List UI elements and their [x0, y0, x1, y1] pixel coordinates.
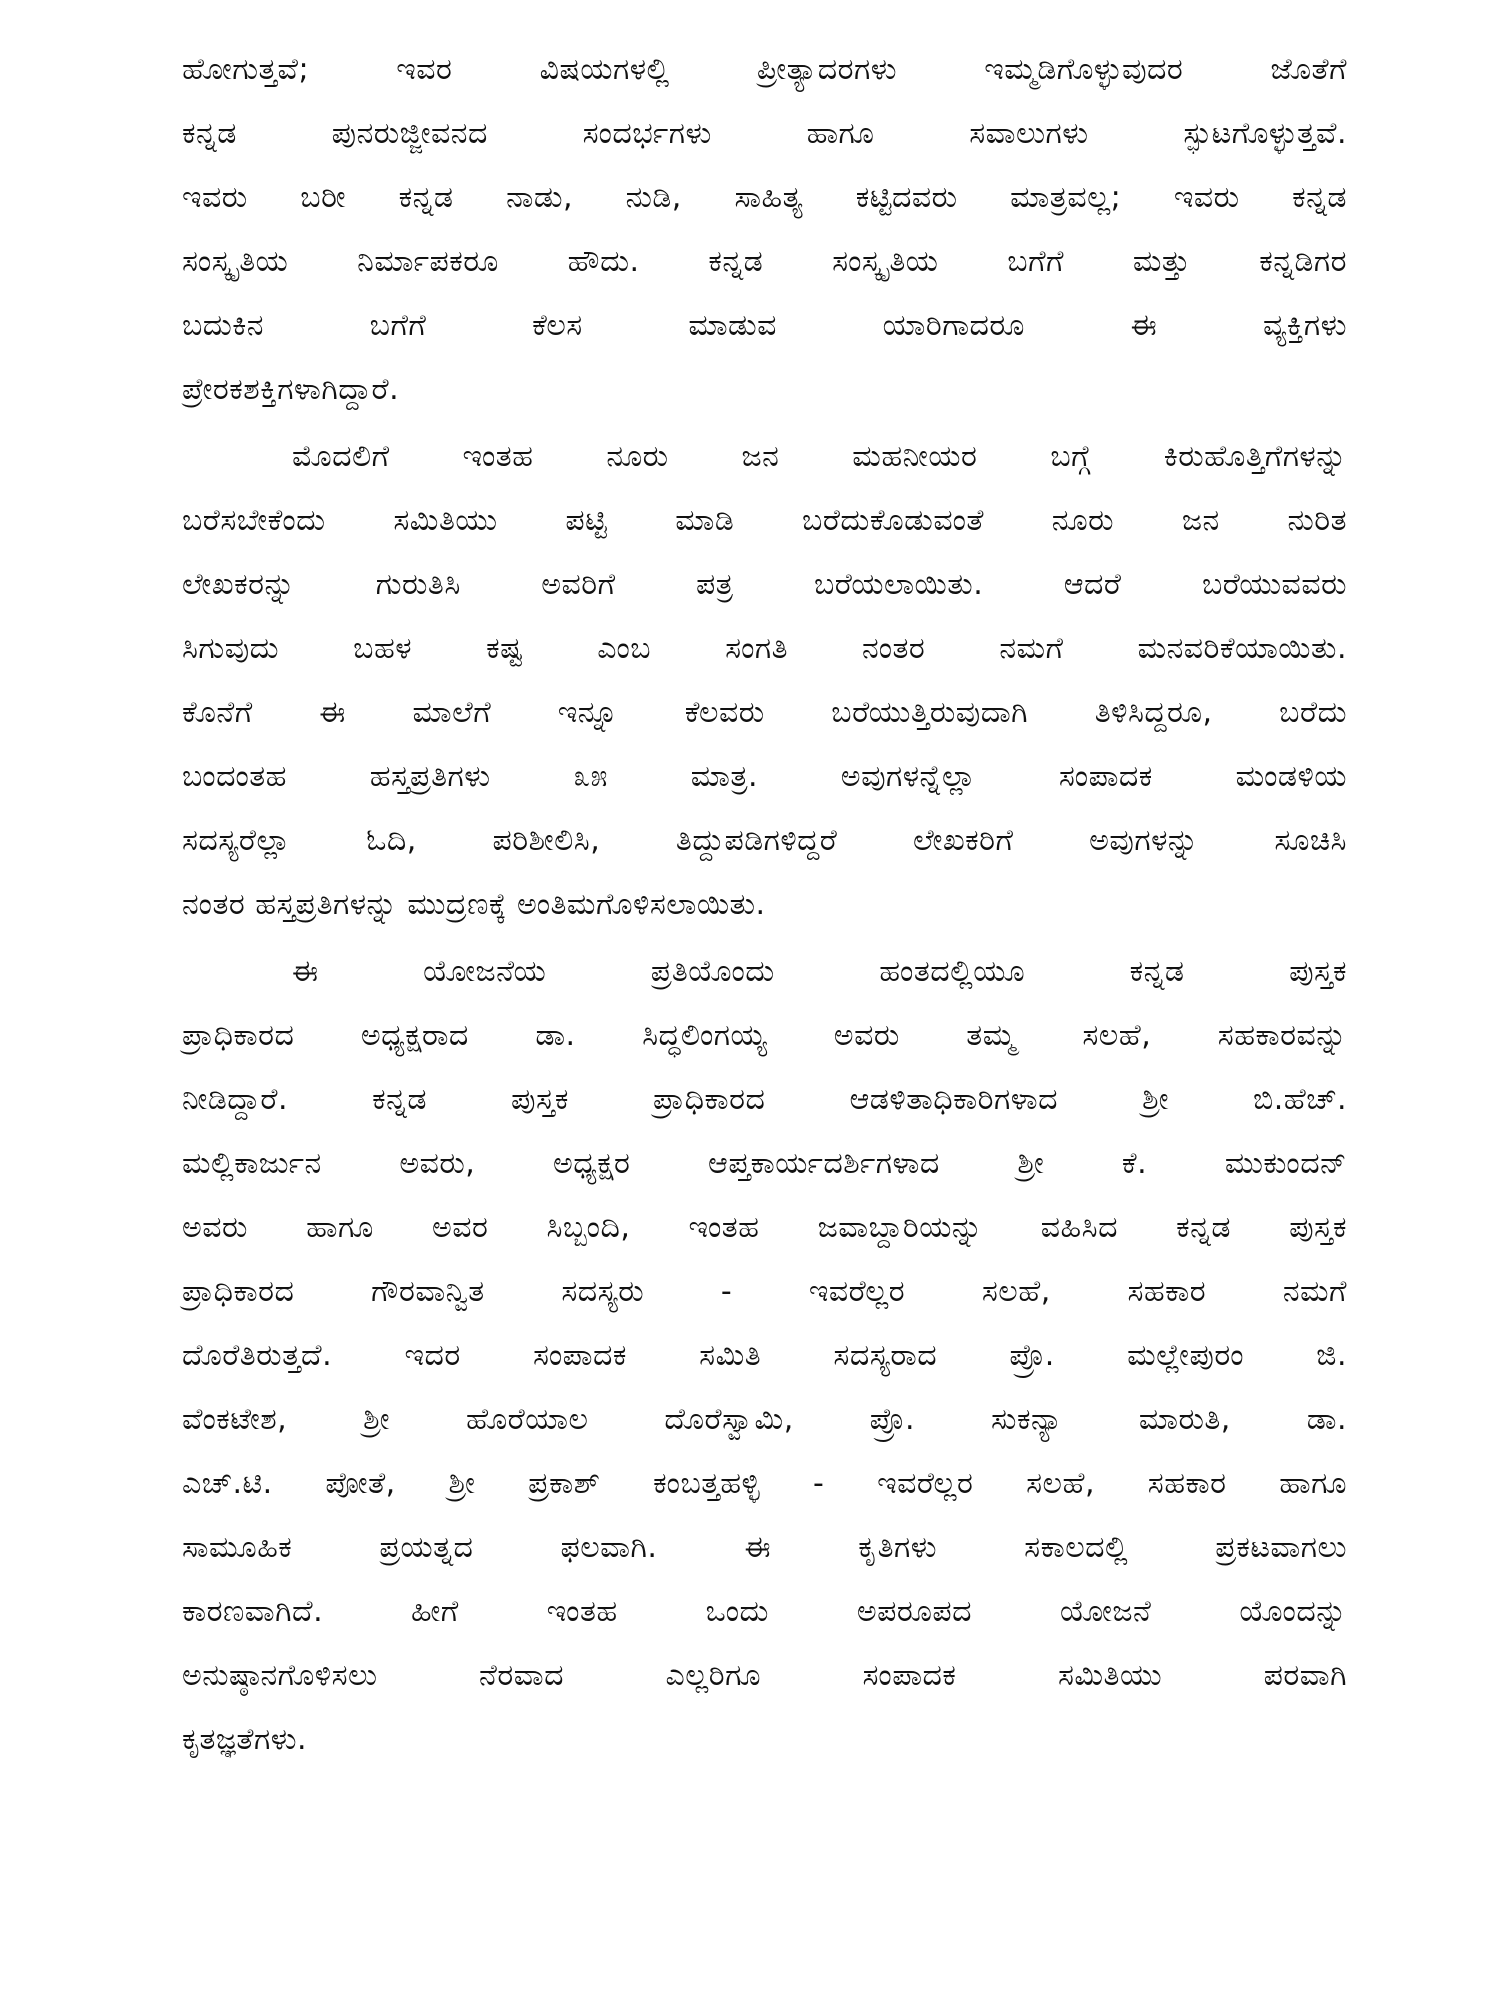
paragraph-line: ಪ್ರಾಧಿಕಾರದ ಅಧ್ಯಕ್ಷರಾದ ಡಾ. ಸಿದ್ಧಲಿಂಗಯ್ಯ ಅವರು ತಮ್ಮ ಸಲಹೆ, ಸಹಕಾರವನ್ನು [182, 1018, 1347, 1053]
paragraph-line: ಸದಸ್ಯರೆಲ್ಲಾ ಓದಿ, ಪರಿಶೀಲಿಸಿ, ತಿದ್ದುಪಡಿಗಳಿದ್ದರೆ ಲೇಖಕರಿಗೆ ಅವುಗಳನ್ನು ಸೂಚಿಸಿ [182, 823, 1347, 858]
paragraph-line: ಅನುಷ್ಠಾನಗೊಳಿಸಲು ನೆರವಾದ ಎಲ್ಲರಿಗೂ ಸಂಪಾದಕ ಸಮಿತಿಯು ಪರವಾಗಿ [182, 1658, 1347, 1693]
paragraph-line: ಬರೆಸಬೇಕೆಂದು ಸಮಿತಿಯು ಪಟ್ಟಿ ಮಾಡಿ ಬರೆದುಕೊಡುವಂತೆ ನೂರು ಜನ ನುರಿತ [182, 503, 1347, 538]
paragraph-line: ಎಚ್.ಟಿ. ಪೋತೆ, ಶ್ರೀ ಪ್ರಕಾಶ್ ಕಂಬತ್ತಹಳ್ಳಿ - ಇವರೆಲ್ಲರ ಸಲಹೆ, ಸಹಕಾರ ಹಾಗೂ [182, 1466, 1347, 1501]
paragraph-line: ಕೊನೆಗೆ ಈ ಮಾಲೆಗೆ ಇನ್ನೂ ಕೆಲವರು ಬರೆಯುತ್ತಿರುವುದಾಗಿ ತಿಳಿಸಿದ್ದರೂ, ಬರೆದು [182, 695, 1347, 730]
paragraph-line: ಹೋಗುತ್ತವೆ; ಇವರ ವಿಷಯಗಳಲ್ಲಿ ಪ್ರೀತ್ಯಾದರಗಳು ಇಮ್ಮಡಿಗೊಳ್ಳುವುದರ ಜೊತೆಗೆ [182, 52, 1347, 87]
paragraph-line: ಲೇಖಕರನ್ನು ಗುರುತಿಸಿ ಅವರಿಗೆ ಪತ್ರ ಬರೆಯಲಾಯಿತು. ಆದರೆ ಬರೆಯುವವರು [182, 567, 1347, 602]
paragraph-line: ಬಂದಂತಹ ಹಸ್ತಪ್ರತಿಗಳು ೩೫ ಮಾತ್ರ. ಅವುಗಳನ್ನೆಲ್ಲಾ ಸಂಪಾದಕ ಮಂಡಳಿಯ [182, 759, 1347, 794]
paragraph-3 [182, 940, 1347, 1772]
paragraph-line: ಕಾರಣವಾಗಿದೆ. ಹೀಗೆ ಇಂತಹ ಒಂದು ಅಪರೂಪದ ಯೋಜನೆ ಯೊಂದನ್ನು [182, 1594, 1347, 1629]
paragraph-line: ಮಲ್ಲಿಕಾರ್ಜುನ ಅವರು, ಅಧ್ಯಕ್ಷರ ಆಪ್ತಕಾರ್ಯದರ್ಶಿಗಳಾದ ಶ್ರೀ ಕೆ. ಮುಕುಂದನ್ [182, 1146, 1347, 1181]
paragraph-2 [182, 425, 1347, 937]
paragraph-line: ಮೊದಲಿಗೆ ಇಂತಹ ನೂರು ಜನ ಮಹನೀಯರ ಬಗ್ಗೆ ಕಿರುಹೊತ್ತಿಗೆಗಳನ್ನು [292, 439, 1347, 474]
paragraph-line: ನಂತರ ಹಸ್ತಪ್ರತಿಗಳನ್ನು ಮುದ್ರಣಕ್ಕೆ ಅಂತಿಮಗೊಳಿಸಲಾಯಿತು. [182, 887, 766, 922]
paragraph-line: ಸಿಗುವುದು ಬಹಳ ಕಷ್ಟ ಎಂಬ ಸಂಗತಿ ನಂತರ ನಮಗೆ ಮನವರಿಕೆಯಾಯಿತು. [182, 631, 1347, 666]
paragraph-line: ದೊರೆತಿರುತ್ತದೆ. ಇದರ ಸಂಪಾದಕ ಸಮಿತಿ ಸದಸ್ಯರಾದ ಪ್ರೊ. ಮಲ್ಲೇಪುರಂ ಜಿ. [182, 1338, 1347, 1373]
body-text [182, 38, 1347, 1772]
paragraph-line: ಬದುಕಿನ ಬಗೆಗೆ ಕೆಲಸ ಮಾಡುವ ಯಾರಿಗಾದರೂ ಈ ವ್ಯಕ್ತಿಗಳು [182, 308, 1347, 343]
paragraph-line: ಸಂಸ್ಕೃತಿಯ ನಿರ್ಮಾಪಕರೂ ಹೌದು. ಕನ್ನಡ ಸಂಸ್ಕೃತಿಯ ಬಗೆಗೆ ಮತ್ತು ಕನ್ನಡಿಗರ [182, 244, 1347, 279]
paragraph-line: ಅವರು ಹಾಗೂ ಅವರ ಸಿಬ್ಬಂದಿ, ಇಂತಹ ಜವಾಬ್ದಾರಿಯನ್ನು ವಹಿಸಿದ ಕನ್ನಡ ಪುಸ್ತಕ [182, 1210, 1347, 1245]
paragraph-1 [182, 38, 1347, 422]
paragraph-line: ಪ್ರಾಧಿಕಾರದ ಗೌರವಾನ್ವಿತ ಸದಸ್ಯರು - ಇವರೆಲ್ಲರ ಸಲಹೆ, ಸಹಕಾರ ನಮಗೆ [182, 1274, 1347, 1309]
paragraph-line: ಕೃತಜ್ಞತೆಗಳು. [182, 1722, 308, 1757]
paragraph-line: ಈ ಯೋಜನೆಯ ಪ್ರತಿಯೊಂದು ಹಂತದಲ್ಲಿಯೂ ಕನ್ನಡ ಪುಸ್ತಕ [292, 954, 1347, 989]
paragraph-line: ಕನ್ನಡ ಪುನರುಜ್ಜೀವನದ ಸಂದರ್ಭಗಳು ಹಾಗೂ ಸವಾಲುಗಳು ಸ್ಫುಟಗೊಳ್ಳುತ್ತವೆ. [182, 116, 1347, 151]
paragraph-line: ಪ್ರೇರಕಶಕ್ತಿಗಳಾಗಿದ್ದಾರೆ. [182, 372, 400, 407]
paragraph-line: ಇವರು ಬರೀ ಕನ್ನಡ ನಾಡು, ನುಡಿ, ಸಾಹಿತ್ಯ ಕಟ್ಟಿದವರು ಮಾತ್ರವಲ್ಲ; ಇವರು ಕನ್ನಡ [182, 180, 1347, 215]
paragraph-line: ವೆಂಕಟೇಶ, ಶ್ರೀ ಹೊರೆಯಾಲ ದೊರೆಸ್ವಾಮಿ, ಪ್ರೊ. ಸುಕನ್ಯಾ ಮಾರುತಿ, ಡಾ. [182, 1402, 1347, 1437]
paragraph-line: ನೀಡಿದ್ದಾರೆ. ಕನ್ನಡ ಪುಸ್ತಕ ಪ್ರಾಧಿಕಾರದ ಆಡಳಿತಾಧಿಕಾರಿಗಳಾದ ಶ್ರೀ ಬಿ.ಹೆಚ್. [182, 1082, 1347, 1117]
paragraph-line: ಸಾಮೂಹಿಕ ಪ್ರಯತ್ನದ ಫಲವಾಗಿ. ಈ ಕೃತಿಗಳು ಸಕಾಲದಲ್ಲಿ ಪ್ರಕಟವಾಗಲು [182, 1530, 1347, 1565]
